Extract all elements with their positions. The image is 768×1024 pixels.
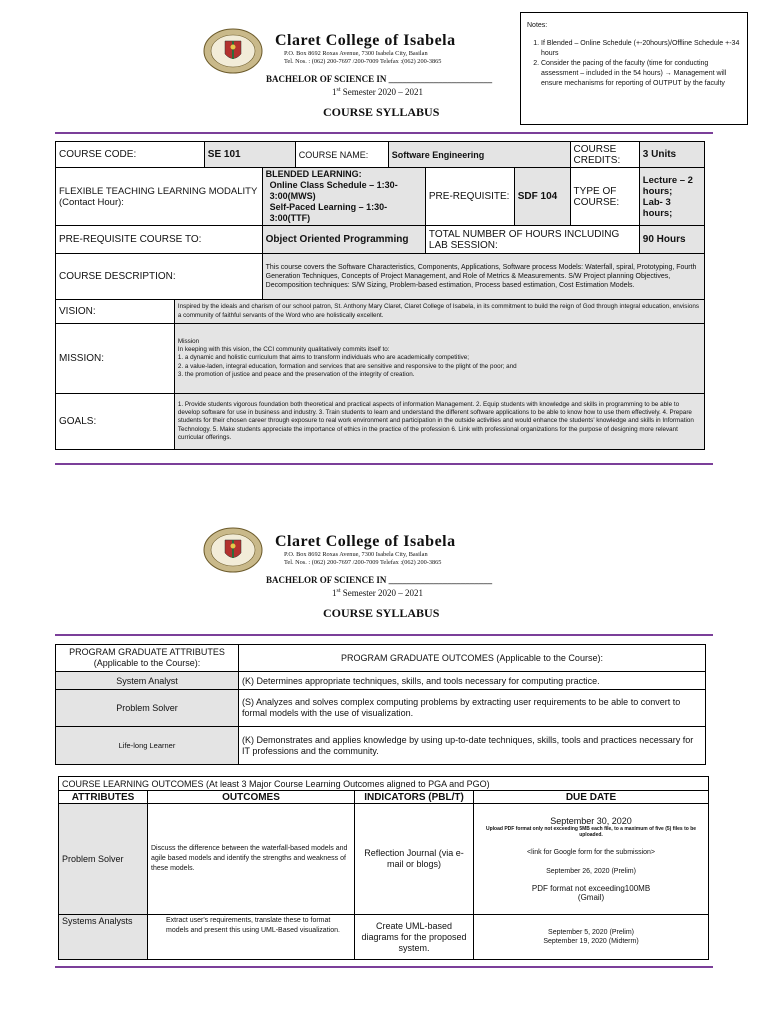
description-label: COURSE DESCRIPTION: [56, 254, 263, 300]
prereq-course-label: PRE-REQUISITE COURSE TO: [56, 226, 263, 254]
course-name-label: COURSE NAME: [295, 142, 388, 168]
due-upload-note: Upload PDF format only not exceeding 5MB each file, to a maximum of five (5) files to be uploaded. [486, 825, 697, 838]
goals-label: GOALS: [56, 394, 175, 450]
submission-link: <link for Google form for the submission> [527, 848, 656, 856]
due-date-prelim: September 26, 2020 (Prelim) [546, 867, 636, 875]
pga-attribute: System Analyst [56, 672, 239, 690]
course-code-value: SE 101 [204, 142, 295, 168]
clo-header-attributes: ATTRIBUTES [59, 791, 148, 804]
course-name-value: Software Engineering [388, 142, 570, 168]
prerequisite-value: SDF 104 [514, 168, 570, 226]
college-name: Claret College of Isabela [275, 32, 456, 49]
gmail-note: (Gmail) [577, 892, 605, 902]
college-address [284, 551, 441, 566]
semester-line: 1st Semester 2020 – 2021 [332, 588, 424, 598]
modality-line-2: Self-Paced Learning – 1:30-3:00(TTF) [269, 202, 388, 223]
address-line-2: Tel. Nos. : (062) 200-7697 /200-7009 Telefax :(062) 200-3865 [284, 57, 442, 65]
college-name: Claret College of Isabela [275, 533, 456, 550]
course-type-value [639, 168, 704, 226]
address-line-1: P.O. Box 8692 Roxas Avenue, 7300 Isabela City, Basilan [284, 50, 428, 57]
college-address [284, 50, 441, 65]
course-type-line-1: Lecture – 2 hours; [642, 174, 693, 197]
mission-line: Mission [177, 337, 200, 345]
pgo-outcome: (K) Demonstrates and applies knowledge by using up-to-date techniques, skills, tools and practices necessary for IT professions and the community. [239, 727, 706, 765]
address-line-1: P.O. Box 8692 Roxas Avenue, 7300 Isabela City, Basilan [284, 551, 428, 558]
clo-header-outcomes: OUTCOMES [148, 791, 355, 804]
divider-rule [55, 463, 713, 465]
degree-line: BACHELOR OF SCIENCE IN _______________________ [266, 74, 493, 84]
clo-header-due-date: DUE DATE [474, 791, 709, 804]
prereq-course-value: Object Oriented Programming [262, 226, 425, 254]
college-seal-logo [203, 527, 263, 573]
goals-value: 1. Provide students vigorous foundation both theoretical and practical aspects of information Management. 2. Equip students with knowledge and skills in programming to be able to develop software for use in business and industry. 3. Train students to learn and understand the different software applications to be able to know how to use them effectively. 4. Prepare students for their chosen career through exposure to real work environment and participation in the outside activities and would enhance the students' knowledge and skills in Information Technology. 5. Make students appreciate the importance of ethics in the practice of the profession 6. Link with professional organizations for the purpose of designing more relevant curricular offerings. [174, 394, 704, 450]
clo-attribute: Systems Analysts [59, 915, 148, 960]
clo-header-indicators: INDICATORS (PBL/T) [355, 791, 474, 804]
vision-value: Inspired by the ideals and charism of our school patron, St. Anthony Mary Claret, Claret College of Isabela, in its commitment to build the reign of God through integral education, envisions a community of faithful servants of the Word who are holistically excellent. [174, 300, 704, 324]
divider-rule [55, 634, 713, 636]
notes-heading: Notes: [527, 22, 548, 29]
course-learning-outcomes-table [58, 776, 709, 960]
total-hours-value: 90 Hours [639, 226, 704, 254]
note-item: 2. Consider the pacing of the faculty (time for conducting assessment – included in the 54 hours) → Management will ensure mechanisms for reporting of OUTPUT by the faculty [541, 59, 741, 89]
semester-line: 1st Semester 2020 – 2021 [332, 87, 424, 97]
modality-label: FLEXIBLE TEACHING LEARNING MODALITY (Contact Hour): [56, 168, 263, 226]
clo-outcome: Extract user's requirements, translate these to format models and present this using UML-Based visualization. [148, 915, 355, 960]
pga-attribute: Life-long Learner [56, 727, 239, 765]
course-credits-label: COURSE CREDITS: [570, 142, 639, 168]
mission-label: MISSION: [56, 324, 175, 394]
pgo-outcome: (K) Determines appropriate techniques, skills, and tools necessary for computing practice. [239, 672, 706, 690]
clo-indicator: Reflection Journal (via e-mail or blogs) [355, 804, 474, 915]
pdf-limit-note: PDF format not exceeding100MB [531, 883, 651, 893]
note-item: 1. If Blended – Online Schedule (+-20hours)/Offline Schedule +-34 hours [541, 39, 741, 59]
prerequisite-label: PRE-REQUISITE: [425, 168, 514, 226]
course-info-table [55, 141, 705, 450]
course-code-label: COURSE CODE: [56, 142, 205, 168]
divider-rule [55, 966, 713, 968]
modality-title: BLENDED LEARNING: [265, 169, 362, 179]
divider-rule [55, 132, 713, 134]
modality-line-1: Online Class Schedule – 1:30-3:00(MWS) [269, 180, 398, 201]
pga-attribute: Problem Solver [56, 690, 239, 727]
clo-outcome: Discuss the difference between the waterfall-based models and agile based models and identify the strengths and weakness of these models. [148, 804, 355, 915]
due-date-main: September 30, 2020 [550, 815, 632, 826]
degree-line: BACHELOR OF SCIENCE IN _______________________ [266, 575, 493, 585]
description-value: This course covers the Software Characteristics, Components, Applications, Software process Models: Waterfall, spiral, Prototyping, Fourth Generation Techniques, Concepts of Project Management, and Role of Metrics & Measurements. S/W Project planning Objectives, Decomposition techniques: S/W Sizing, Problem-based estimation, Process based estimation, Cost Estimation Models. [262, 254, 704, 300]
pga-header: PROGRAM GRADUATE ATTRIBUTES (Applicable to the Course): [56, 645, 239, 672]
clo-attribute: Problem Solver [59, 804, 148, 915]
mission-line: 2. a value-laden, integral education, formation and services that are sensitive and responsive to the plight of the poor; and [177, 362, 517, 370]
course-type-label: TYPE OF COURSE: [570, 168, 639, 226]
syllabus-title: COURSE SYLLABUS [323, 105, 440, 119]
syllabus-title: COURSE SYLLABUS [323, 606, 440, 620]
mission-line: 3. the promotion of justice and peace and the preservation of the integrity of creation. [177, 370, 415, 378]
program-outcomes-table [55, 644, 706, 765]
modality-value [262, 168, 425, 226]
total-hours-label: TOTAL NUMBER OF HOURS INCLUDING LAB SESSION: [425, 226, 639, 254]
notes-box [520, 12, 748, 125]
course-credits-value: 3 Units [639, 142, 704, 168]
mission-line: 1. a dynamic and holistic curriculum that aims to transform individuals who are academically competitive; [177, 354, 470, 362]
mission-value [174, 324, 704, 394]
clo-due-date [474, 804, 709, 915]
course-type-line-2: Lab- 3 hours; [642, 196, 673, 219]
mission-line: In keeping with this vision, the CCI community qualitatively commits itself to: [177, 346, 390, 354]
college-seal-logo [203, 28, 263, 74]
pgo-header: PROGRAM GRADUATE OUTCOMES (Applicable to the Course): [239, 645, 706, 672]
vision-label: VISION: [56, 300, 175, 324]
due-date-prelim: September 5, 2020 (Prelim) [548, 929, 635, 936]
pgo-outcome: (S) Analyzes and solves complex computing problems by extracting user requirements to be able to convert to formal models with the use of visualization. [239, 690, 706, 727]
clo-indicator: Create UML-based diagrams for the proposed system. [355, 915, 474, 960]
clo-title: COURSE LEARNING OUTCOMES (At least 3 Major Course Learning Outcomes aligned to PGA and PGO) [59, 777, 709, 791]
clo-due-date [474, 915, 709, 960]
due-date-midterm: September 19, 2020 (Midterm) [543, 938, 639, 945]
address-line-2: Tel. Nos. : (062) 200-7697 /200-7009 Telefax :(062) 200-3865 [284, 558, 442, 566]
